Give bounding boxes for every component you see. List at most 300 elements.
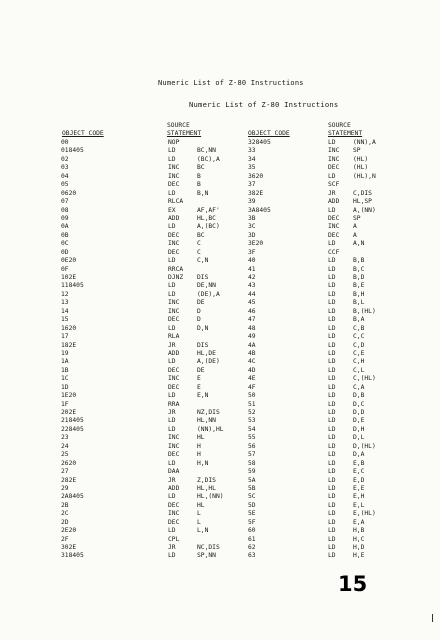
listing-row [248,384,393,392]
listing-row [248,249,393,257]
operand: (HL) [353,164,369,172]
mnemonic: RLA [168,333,180,341]
object-code: 48 [248,324,256,332]
operand: C,H [353,358,365,366]
listing-row [248,232,393,240]
object-code: 51 [248,400,256,408]
listing-row [248,493,393,501]
listing-row [248,164,393,172]
operand: E,(HL) [353,510,376,518]
operand: E [197,383,201,391]
mnemonic: LD [328,527,336,535]
mnemonic: DEC [328,214,340,222]
operand: E,L [353,501,365,509]
object-code: 23 [61,434,69,442]
listing-row [61,519,236,527]
listing-row [248,325,393,333]
listing-row [248,139,393,147]
mnemonic: LD [168,324,176,332]
listing-row [61,308,236,316]
object-code: 2F [61,535,69,543]
object-code: 29 [61,484,69,492]
object-code: 27 [61,468,69,476]
listing-row [248,392,393,400]
mnemonic: ADD [328,198,340,206]
operand: B [197,181,201,189]
mnemonic: DJNZ [168,274,184,281]
mnemonic: DEC [168,248,180,256]
listing-row [248,417,393,425]
operand: C,A [353,383,365,391]
listing-row [61,426,236,434]
operand: HL,HL [197,484,216,492]
operand: D,D [353,409,365,416]
object-code: 2C [61,510,69,518]
operand: L [197,518,201,526]
listing-row [248,409,393,417]
mnemonic: LD [328,417,336,425]
mnemonic: DEC [168,181,180,189]
object-code: 2D [61,518,69,526]
operand: E,A [353,518,365,526]
object-code: 1E20 [61,392,77,400]
mnemonic: LD [328,409,336,416]
listing-row [61,325,236,333]
mnemonic: LD [328,442,336,450]
listing-row [61,493,236,501]
listing-row [61,502,236,510]
object-code: 1B [61,366,69,374]
listing-row [248,519,393,527]
listing-row [248,299,393,307]
mnemonic: ADD [168,214,180,222]
mnemonic: SCF [328,181,340,189]
listing-row [248,198,393,206]
listing-row [61,240,236,248]
mnemonic: LD [168,358,176,366]
margin-mark [432,614,437,622]
listing-row [61,291,236,299]
listing-row [61,375,236,383]
mnemonic: LD [168,223,176,231]
operand: (DE),A [197,290,220,298]
mnemonic: CPL [168,535,180,543]
mnemonic: LD [328,206,336,214]
listing-row [248,434,393,442]
object-code: 302E [61,544,77,551]
operand: DE [197,299,205,307]
mnemonic: LD [328,333,336,341]
object-code: 0C [61,240,69,248]
operand: E,B [353,459,365,467]
operand: E,D [353,476,365,484]
listing-row [61,468,236,476]
listing-row [61,434,236,442]
mnemonic: LD [168,147,176,155]
operand: D,A [353,451,365,459]
object-code: 018405 [61,147,84,155]
mnemonic: LD [328,282,336,290]
object-code: 00 [61,139,69,146]
listing-row [248,350,393,358]
mnemonic: LD [328,349,336,357]
operand: SP [353,214,361,222]
mnemonic: RLCA [168,198,184,206]
object-code: 56 [248,442,256,450]
listing-row [61,358,236,366]
mnemonic: DEC [168,518,180,526]
object-code: 282E [61,476,77,484]
operand: C [197,248,201,256]
object-code: 47 [248,316,256,324]
listing-row [61,392,236,400]
operand: (NN),HL [197,425,224,433]
operand: DE,NN [197,282,216,290]
object-code: 218405 [61,417,84,425]
listing-row [248,257,393,265]
mnemonic: JR [168,409,176,416]
mnemonic: INC [168,307,180,315]
listing-row [248,207,393,215]
listing-row [248,401,393,409]
mnemonic: LD [328,257,336,265]
object-code: 5A [248,476,256,484]
operand: E,E [353,484,365,492]
object-code: 05 [61,181,69,189]
operand: (HL) [353,155,369,163]
object-code: 0B [61,231,69,239]
operand: E,N [197,392,209,400]
listing-row [248,460,393,468]
object-code: 43 [248,282,256,290]
mnemonic: LD [328,518,336,526]
listing-row [61,147,236,155]
listing-row [61,552,236,560]
listing-row [61,536,236,544]
mnemonic: LD [168,282,176,290]
operand: B,A [353,316,365,324]
mnemonic: LD [328,358,336,366]
mnemonic: LD [328,139,336,146]
operand: SP [353,147,361,155]
source-header-left: SOURCE STATEMENT [167,122,202,138]
operand: HL,(NN) [197,493,224,501]
listing-row [248,375,393,383]
operand: A,(NN) [353,206,376,214]
right-listing [248,139,393,561]
listing-row [61,164,236,172]
listing-row [248,485,393,493]
mnemonic: ADD [168,484,180,492]
operand: H [197,442,201,450]
operand: A,(DE) [197,358,220,366]
object-code: 19 [61,349,69,357]
object-code: 0F [61,265,69,273]
operand: C,(HL) [353,375,376,383]
mnemonic: INC [168,375,180,383]
operand: D [197,307,201,315]
listing-row [61,417,236,425]
object-code: 02 [61,155,69,163]
operand: B,(HL) [353,307,376,315]
object-code: 39 [248,198,256,206]
operand: A [353,223,357,231]
listing-row [61,350,236,358]
mnemonic: ADD [168,349,180,357]
mnemonic: INC [168,442,180,450]
mnemonic: DEC [168,316,180,324]
object-code: 4C [248,358,256,366]
mnemonic: INC [168,434,180,442]
source-header-right: SOURCE STATEMENT [328,122,363,138]
mnemonic: LD [328,240,336,248]
operand: H,D [353,544,365,551]
object-code: 63 [248,552,256,560]
object-code: 3E20 [248,240,264,248]
object-code: 318405 [61,552,84,560]
mnemonic: LD [328,493,336,501]
object-code: 4E [248,375,256,383]
operand: E,C [353,468,365,476]
listing-row [248,282,393,290]
table-heading: Numeric List of Z-80 Instructions [189,100,339,109]
object-code: 5D [248,501,256,509]
operand: H,N [197,459,209,467]
listing-row [248,552,393,560]
operand: HL,SP [353,198,372,206]
listing-row [248,451,393,459]
operand: D,(HL) [353,442,376,450]
mnemonic: LD [328,265,336,273]
mnemonic: LD [328,459,336,467]
listing-row [61,223,236,231]
operand: L [197,510,201,518]
listing-row [61,299,236,307]
object-code: 49 [248,333,256,341]
mnemonic: INC [328,223,340,231]
listing-row [61,215,236,223]
object-code: 07 [61,198,69,206]
listing-row [248,510,393,518]
object-code: 1D [61,383,69,391]
mnemonic: LD [328,544,336,551]
object-code: 2B [61,501,69,509]
mnemonic: LD [328,468,336,476]
mnemonic: LD [328,501,336,509]
listing-row [61,485,236,493]
operand: DIS [197,274,209,281]
listing-row [61,333,236,341]
object-code: 57 [248,451,256,459]
object-code: 118405 [61,282,84,290]
object-code: 53 [248,417,256,425]
operand: C [197,240,201,248]
object-code: 17 [61,333,69,341]
listing-row [248,223,393,231]
operand: E,H [353,493,365,501]
operand: C,D [353,341,365,349]
mnemonic: LD [328,400,336,408]
operand: DE [197,366,205,374]
object-code: 4D [248,366,256,374]
mnemonic: CCF [328,248,340,256]
operand: NC,DIS [197,544,220,551]
operand: NZ,DIS [197,409,220,416]
object-code: 44 [248,290,256,298]
mnemonic: LD [168,493,176,501]
operand: HL,NN [197,417,216,425]
mnemonic: RRCA [168,265,184,273]
mnemonic: LD [328,392,336,400]
object-code: 60 [248,527,256,535]
mnemonic: INC [168,172,180,180]
object-code: 4A [248,341,256,349]
object-code: 50 [248,392,256,400]
listing-row [248,544,393,552]
listing-row [248,181,393,189]
operand: H,C [353,535,365,543]
mnemonic: LD [168,425,176,433]
listing-row [248,333,393,341]
object-code: 2620 [61,459,77,467]
object-code: 3D [248,231,256,239]
object-code: 24 [61,442,69,450]
listing-row [61,342,236,350]
operand: A,(BC) [197,223,220,231]
mnemonic: LD [328,375,336,383]
operand: C,N [197,257,209,265]
operand: B,L [353,299,365,307]
mnemonic: INC [328,155,340,163]
operand: L,N [197,527,209,535]
mnemonic: LD [328,476,336,484]
operand: C,DIS [353,189,372,197]
mnemonic: JR [328,189,336,197]
listing-row [248,240,393,248]
object-code: 0D [61,248,69,256]
mnemonic: RRA [168,400,180,408]
operand: BC [197,231,205,239]
listing-row [248,502,393,510]
listing-row [248,190,393,198]
operand: AF,AF' [197,206,220,214]
mnemonic: LD [168,155,176,163]
object-code: 0620 [61,189,77,197]
mnemonic: LD [328,451,336,459]
listing-row [61,274,236,282]
object-code: 3620 [248,172,264,180]
operand: A [353,231,357,239]
operand: D,N [197,324,209,332]
object-code: 2A8405 [61,493,84,501]
object-code: 1C [61,375,69,383]
listing-row [61,173,236,181]
operand: C,L [353,366,365,374]
object-code: 5E [248,510,256,518]
listing-row [248,147,393,155]
mnemonic: LD [168,189,176,197]
listing-row [248,274,393,282]
operand: B,H [353,290,365,298]
mnemonic: DEC [328,164,340,172]
object-code: 182E [61,341,77,349]
object-code: 0A [61,223,69,231]
object-code: 2E20 [61,527,77,535]
listing-row [61,510,236,518]
mnemonic: LD [328,307,336,315]
object-code: 1620 [61,324,77,332]
listing-row [248,536,393,544]
mnemonic: LD [328,324,336,332]
listing-row [61,544,236,552]
object-code: 42 [248,274,256,281]
operand: HL [197,434,205,442]
object-code: 40 [248,257,256,265]
listing-row [61,316,236,324]
mnemonic: LD [328,552,336,560]
mnemonic: INC [168,240,180,248]
listing-row [248,358,393,366]
operand: D,L [353,434,365,442]
mnemonic: LD [168,527,176,535]
operand: C,B [353,324,365,332]
object-code: 5F [248,518,256,526]
listing-row [248,308,393,316]
listing-row [248,291,393,299]
operand: DIS [197,341,209,349]
object-code: 3C [248,223,256,231]
listing-row [61,232,236,240]
object-code: 04 [61,172,69,180]
listing-row [61,527,236,535]
listing-row [248,342,393,350]
operand: B,N [197,189,209,197]
operand: C,C [353,333,365,341]
page-number: 15 [338,572,368,596]
operand: B [197,172,201,180]
object-code: 09 [61,214,69,222]
listing-row [248,527,393,535]
mnemonic: DEC [168,366,180,374]
listing-row [61,198,236,206]
listing-row [248,215,393,223]
listing-row [61,207,236,215]
object-code: 08 [61,206,69,214]
object-code: 14 [61,307,69,315]
object-code-header-right: OBJECT CODE [248,130,290,137]
operand: H,B [353,527,365,535]
mnemonic: LD [328,434,336,442]
listing-row [61,139,236,147]
object-code: 228405 [61,425,84,433]
object-code: 3A8405 [248,206,271,214]
mnemonic: NOP [168,139,180,146]
listing-row [248,477,393,485]
mnemonic: LD [168,459,176,467]
mnemonic: DEC [328,231,340,239]
object-code: 46 [248,307,256,315]
mnemonic: LD [328,425,336,433]
listing-row [61,477,236,485]
mnemonic: LD [328,535,336,543]
listing-row [61,367,236,375]
listing-row [61,190,236,198]
left-listing [61,139,236,561]
object-code: 4F [248,383,256,391]
object-code: 37 [248,181,256,189]
object-code: 13 [61,299,69,307]
object-code: 61 [248,535,256,543]
